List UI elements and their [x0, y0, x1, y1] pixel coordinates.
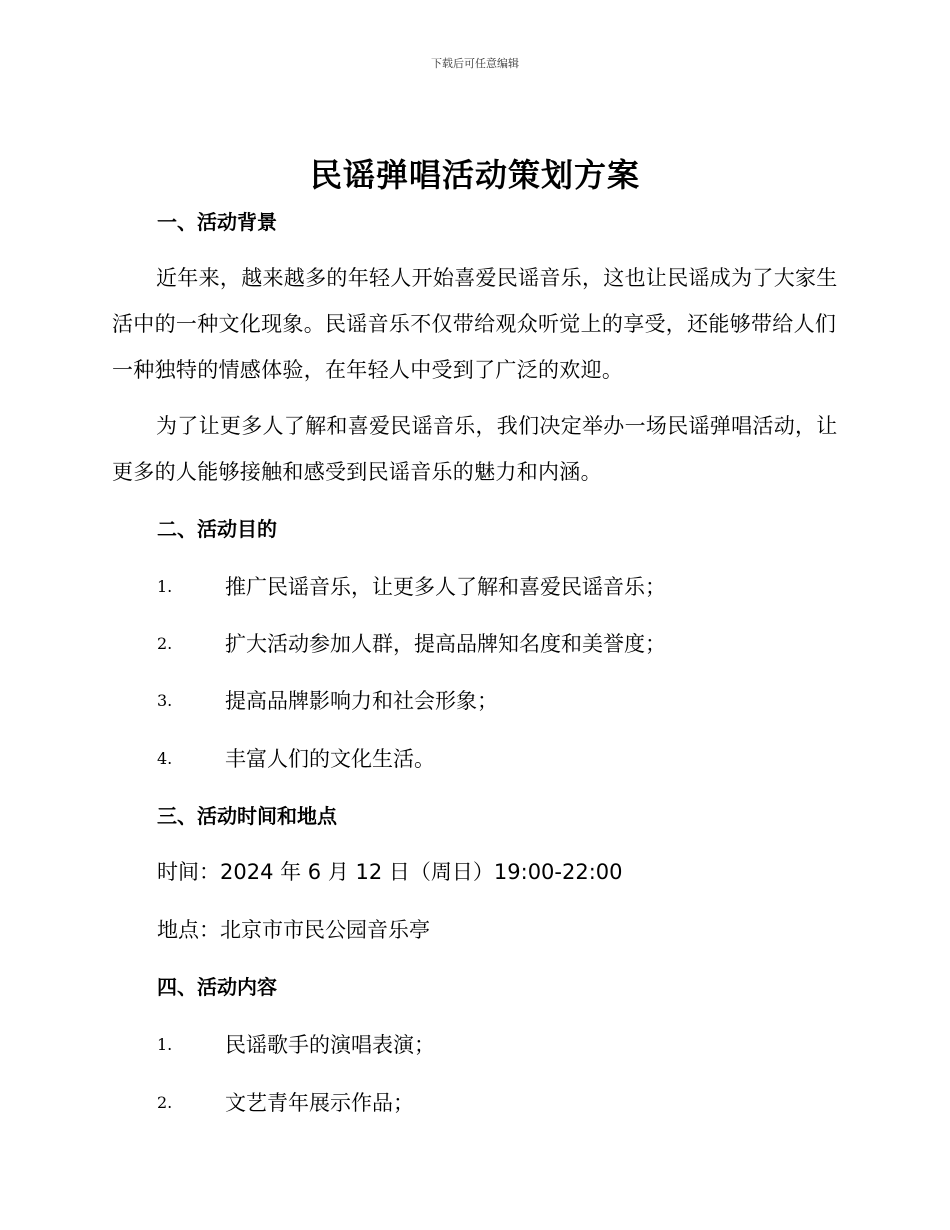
- list-item-number: 3.: [157, 691, 173, 710]
- list-item-number: 1.: [157, 1035, 173, 1054]
- section-heading-goals: 二、活动目的: [157, 517, 277, 541]
- section-heading-background: 一、活动背景: [157, 210, 277, 234]
- section-heading-time-place: 三、活动时间和地点: [157, 804, 337, 828]
- event-time: 时间：2024 年 6 月 12 日（周日）19:00-22:00: [157, 860, 623, 884]
- list-item-text: 文艺青年展示作品；: [225, 1091, 414, 1115]
- list-item-text: 扩大活动参加人群，提高品牌知名度和美誉度；: [225, 632, 666, 656]
- document-title: 民谣弹唱活动策划方案: [309, 156, 640, 194]
- list-item-number: 2.: [157, 634, 173, 653]
- list-item-text: 民谣歌手的演唱表演；: [225, 1033, 435, 1057]
- page-header-note: 下载后可任意编辑: [431, 57, 519, 70]
- list-item-text: 丰富人们的文化生活。: [225, 747, 435, 771]
- background-paragraph-1: 近年来，越来越多的年轻人开始喜爱民谣音乐，这也让民谣成为了大家生活中的一种文化现象。民谣音乐不仅带给观众听觉上的享受，还能够带给人们一种独特的情感体验，在年轻人中受到了广泛的欢迎。: [112, 266, 838, 382]
- list-item-number: 2.: [157, 1093, 173, 1112]
- background-paragraph-2: 为了让更多人了解和喜爱民谣音乐，我们决定举办一场民谣弹唱活动，让更多的人能够接触和感受到民谣音乐的魅力和内涵。: [112, 414, 838, 484]
- event-place: 地点：北京市市民公园音乐亭: [157, 918, 430, 942]
- section-heading-content: 四、活动内容: [157, 975, 277, 999]
- list-item-text: 推广民谣音乐，让更多人了解和喜爱民谣音乐；: [225, 575, 666, 599]
- list-item-number: 1.: [157, 577, 173, 596]
- list-item-number: 4.: [157, 749, 173, 768]
- list-item-text: 提高品牌影响力和社会形象；: [225, 689, 498, 713]
